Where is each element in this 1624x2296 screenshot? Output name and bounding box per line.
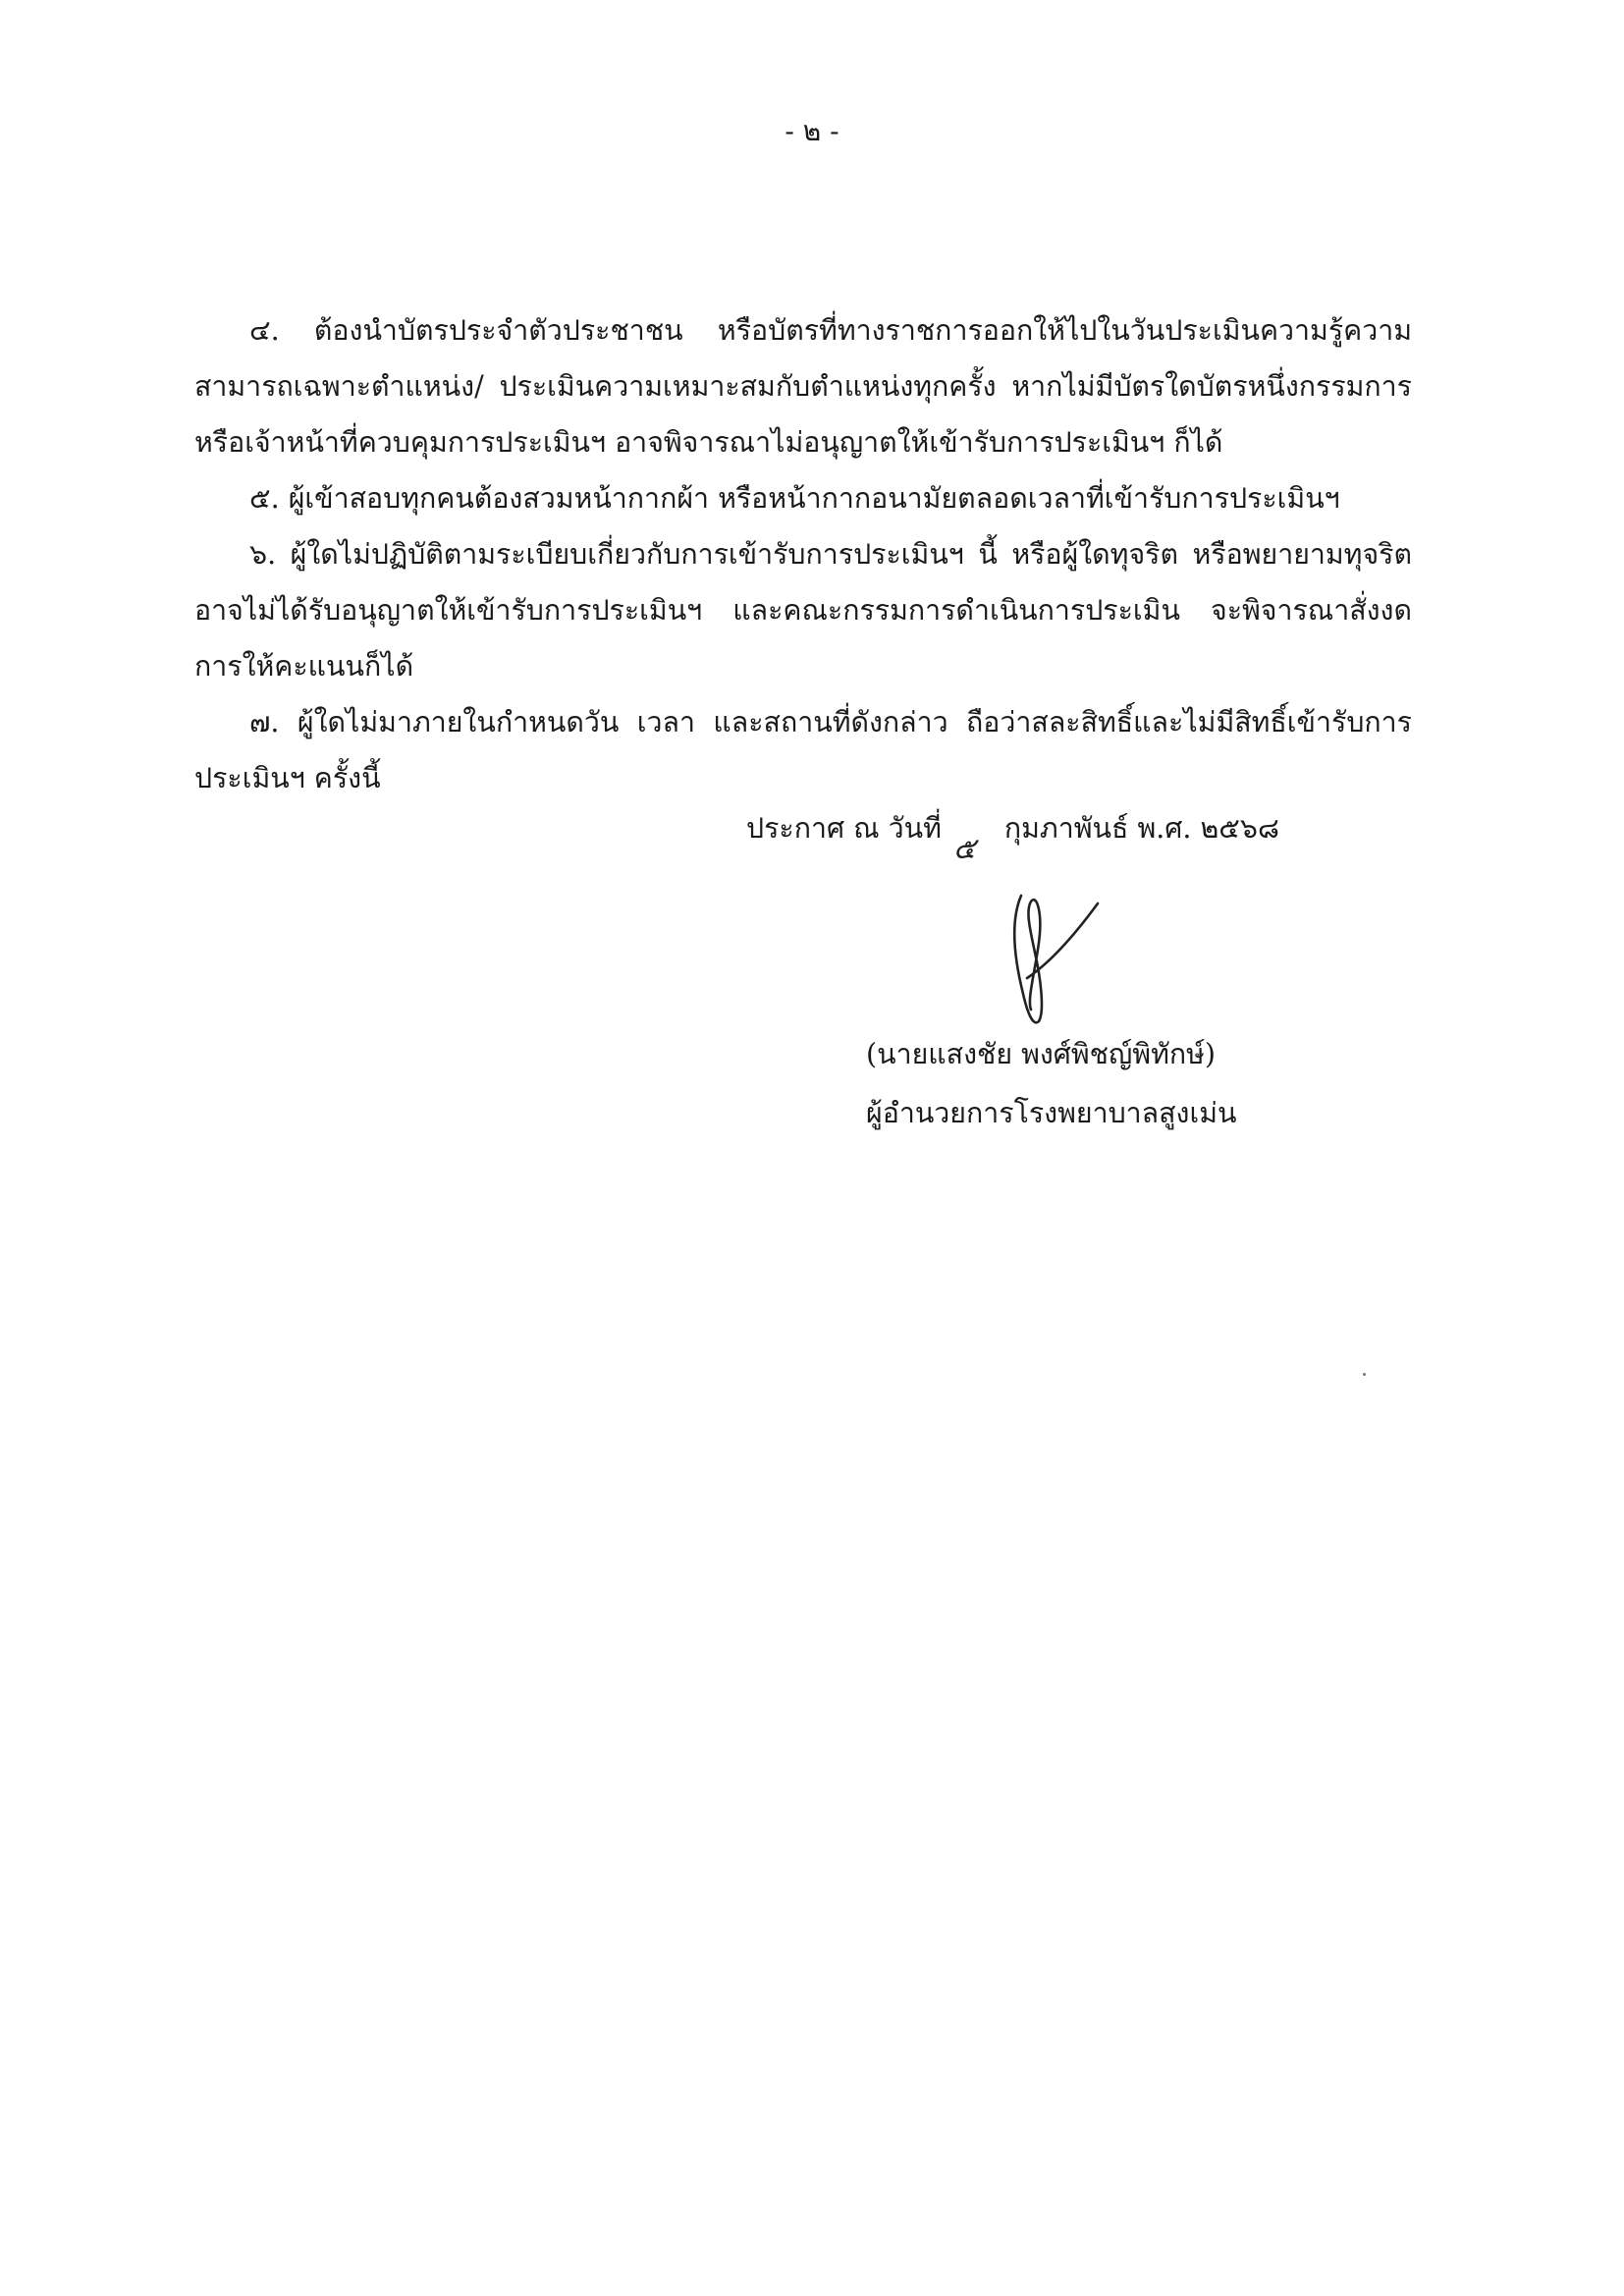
signer-title: ผู้อำนวยการโรงพยาบาลสูงเม่น [866,1097,1237,1129]
signature-image [982,884,1110,1031]
paragraph-item-7: ๗. ผู้ใดไม่มาภายในกำหนดวัน เวลา และสถานที่ดังกล่าว ถือว่าสละสิทธิ์และไม่มีสิทธิ์เข้ารับการประเมินฯ ครั้งนี้ [194,706,1412,794]
page-number: - ๒ - [785,115,839,147]
paragraph-item-5: ๕. ผู้เข้าสอบทุกคนต้องสวมหน้ากากผ้า หรือหน้ากากอนามัยตลอดเวลาที่เข้ารับการประเมินฯ [249,482,1340,515]
announcement-prefix: ประกาศ ณ วันที่ [746,812,942,845]
signer-name: (นายแสงชัย พงศ์พิชญ์พิทักษ์) [866,1038,1217,1070]
paragraph-item-6: ๖. ผู้ใดไม่ปฏิบัติตามระเบียบเกี่ยวกับการเข้ารับการประเมินฯ นี้ หรือผู้ใดทุจริต หรือพยายามทุจริตอาจไม่ได้รับอนุญาตให้เข้ารับการประเมินฯ และคณะกรรมการดำเนินการประเมิน จะพิจารณาสั่งงดการให้คะแนนก็ได้ [194,538,1412,683]
announcement-month-year: กุมภาพันธ์ พ.ศ. ๒๕๖๘ [1003,812,1279,845]
document-body [194,302,1412,806]
scan-speck [1363,1373,1366,1376]
announcement-day: ๕ [952,832,976,866]
paragraph-item-4: ๔. ต้องนำบัตรประจำตัวประชาชน หรือบัตรที่ทางราชการออกให้ไปในวันประเมินความรู้ความสามารถเฉพาะตำแหน่ง/ ประเมินความเหมาะสมกับตำแหน่งทุกครั้ง หากไม่มีบัตรใดบัตรหนึ่งกรรมการหรือเจ้าหน้าที่ควบคุมการประเมินฯ อาจพิจารณาไม่อนุญาตให้เข้ารับการประเมินฯ ก็ได้ [194,314,1412,459]
announcement-date [746,805,1279,866]
